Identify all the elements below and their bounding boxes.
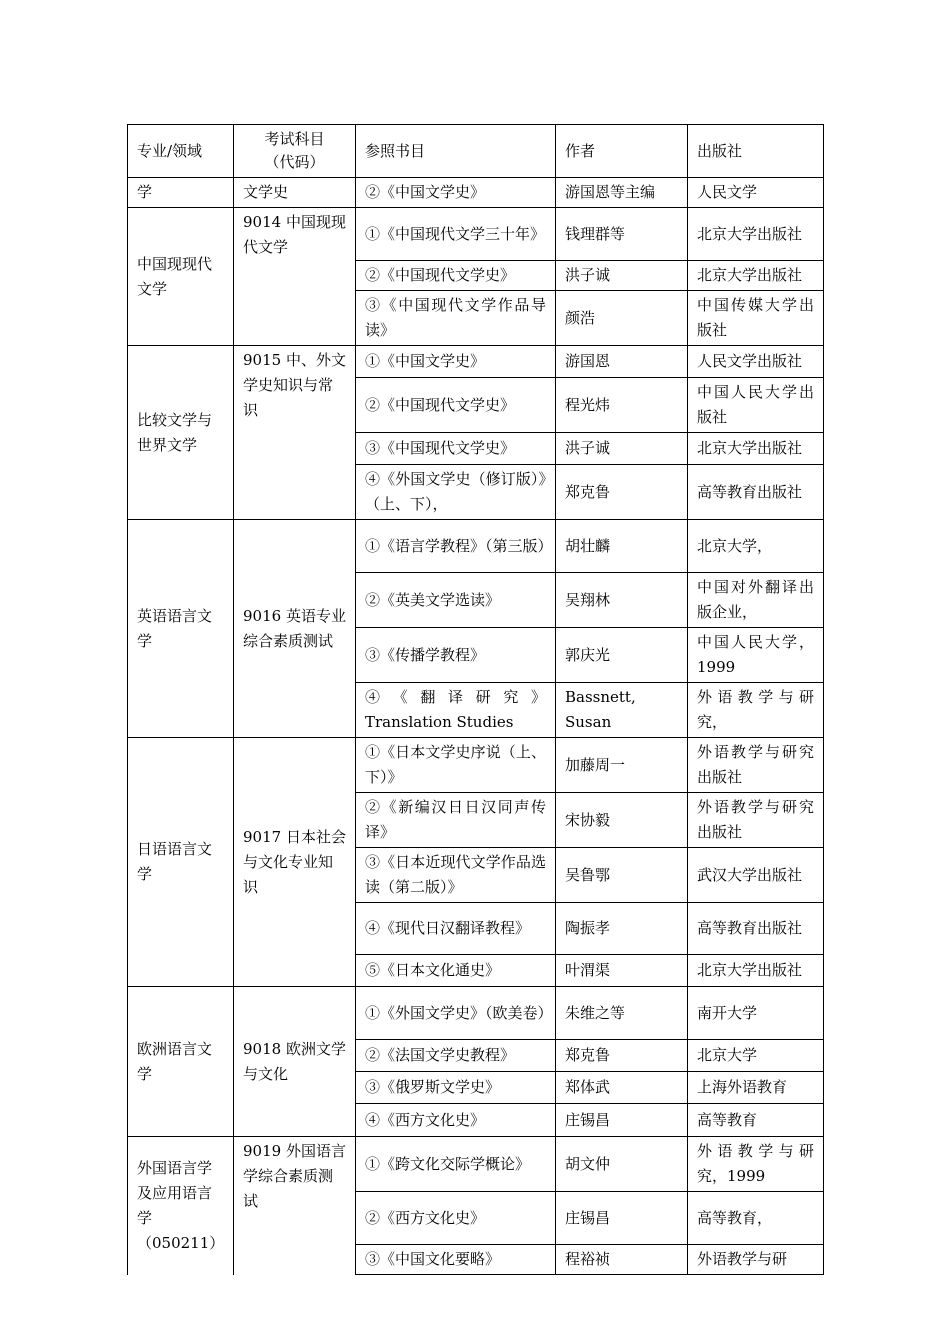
author-cell: Bassnett, Susan: [556, 683, 688, 738]
publisher-cell: 高等教育: [688, 1104, 824, 1137]
author-cell: 吴翔林: [556, 573, 688, 628]
publisher-cell: 人民文学: [688, 178, 824, 208]
publisher-cell: 外语教学与研究，1999: [688, 1137, 824, 1192]
book-cell: ②《新编汉日日汉同声传译》: [356, 793, 556, 848]
publisher-cell: 中国传媒大学出版社: [688, 291, 824, 346]
major-cell: 学: [128, 178, 234, 208]
book-cell: ①《外国文学史》（欧美卷）: [356, 987, 556, 1040]
author-cell: 程光炜: [556, 378, 688, 433]
book-cell: ②《中国文学史》: [356, 178, 556, 208]
book-cell: ⑤《日本文化通史》: [356, 955, 556, 987]
header-publisher: 出版社: [688, 125, 824, 178]
subject-cell: 9015 中、外文学史知识与常识: [234, 346, 356, 520]
book-cell: ②《西方文化史》: [356, 1192, 556, 1245]
publisher-cell: 北京大学出版社: [688, 433, 824, 465]
major-cell: 比较文学与世界文学: [128, 346, 234, 520]
author-cell: 朱维之等: [556, 987, 688, 1040]
publisher-cell: 北京大学出版社: [688, 208, 824, 261]
author-cell: 游国恩等主编: [556, 178, 688, 208]
header-subject: [234, 125, 356, 178]
author-cell: 洪子诚: [556, 261, 688, 291]
publisher-cell: 南开大学: [688, 987, 824, 1040]
publisher-cell: 北京大学出版社: [688, 261, 824, 291]
book-cell: ④《现代日汉翻译教程》: [356, 903, 556, 955]
publisher-cell: 北京大学，: [688, 520, 824, 573]
author-cell: 宋协毅: [556, 793, 688, 848]
author-cell: 吴鲁鄂: [556, 848, 688, 903]
publisher-cell: 外语教学与研究出版社: [688, 738, 824, 793]
publisher-cell: 中国人民大学，1999: [688, 628, 824, 683]
publisher-cell: 武汉大学出版社: [688, 848, 824, 903]
author-cell: 程裕祯: [556, 1245, 688, 1275]
publisher-cell: 上海外语教育: [688, 1072, 824, 1104]
header-major: 专业/领域: [128, 125, 234, 178]
author-cell: 胡壮麟: [556, 520, 688, 573]
book-cell: ④《翻译研究》Translation Studies: [356, 683, 556, 738]
header-author: 作者: [556, 125, 688, 178]
table-row: [128, 178, 824, 208]
publisher-cell: 中国人民大学出版社: [688, 378, 824, 433]
publisher-cell: 人民文学出版社: [688, 346, 824, 378]
author-cell: 郑克鲁: [556, 465, 688, 520]
subject-cell: 文学史: [234, 178, 356, 208]
subject-cell: 9016 英语专业综合素质测试: [234, 520, 356, 738]
header-subject-line1: 考试科目: [264, 130, 325, 148]
author-cell: 庄锡昌: [556, 1104, 688, 1137]
publisher-cell: 高等教育出版社: [688, 465, 824, 520]
book-cell: ①《中国文学史》: [356, 346, 556, 378]
book-cell: ②《英美文学选读》: [356, 573, 556, 628]
book-cell: ①《语言学教程》（第三版）: [356, 520, 556, 573]
book-cell: ①《跨文化交际学概论》: [356, 1137, 556, 1192]
table-row: [128, 1137, 824, 1192]
major-cell: 欧洲语言文学: [128, 987, 234, 1137]
book-cell: ④《西方文化史》: [356, 1104, 556, 1137]
book-cell: ③《中国现代文学史》: [356, 433, 556, 465]
subject-cell: 9014 中国现现代文学: [234, 208, 356, 346]
subject-cell: 9018 欧洲文学与文化: [234, 987, 356, 1137]
author-cell: 郑克鲁: [556, 1040, 688, 1072]
table-row: [128, 987, 824, 1040]
book-cell: ②《中国现代文学史》: [356, 378, 556, 433]
author-cell: 郭庆光: [556, 628, 688, 683]
header-book: 参照书目: [356, 125, 556, 178]
author-cell: 陶振孝: [556, 903, 688, 955]
author-cell: 洪子诚: [556, 433, 688, 465]
major-cell: 中国现现代文学: [128, 208, 234, 346]
book-cell: ①《日本文学史序说（上、下）》: [356, 738, 556, 793]
publisher-cell: 北京大学: [688, 1040, 824, 1072]
book-cell: ④《外国文学史（修订版）》（上、下），: [356, 465, 556, 520]
publisher-cell: 高等教育，: [688, 1192, 824, 1245]
book-cell: ②《中国现代文学史》: [356, 261, 556, 291]
publisher-cell: 外语教学与研: [688, 1245, 824, 1275]
major-cell: 日语语言文学: [128, 738, 234, 987]
table-row: [128, 208, 824, 261]
table-row: [128, 346, 824, 378]
table-row: [128, 738, 824, 793]
publisher-cell: 中国对外翻译出版企业，: [688, 573, 824, 628]
major-cell: 外国语言学及应用语言学（050211）: [128, 1137, 234, 1275]
table-header-row: [128, 125, 824, 178]
book-cell: ③《中国现代文学作品导读》: [356, 291, 556, 346]
table-row: [128, 520, 824, 573]
author-cell: 钱理群等: [556, 208, 688, 261]
author-cell: 郑体武: [556, 1072, 688, 1104]
publisher-cell: 外语教学与研究出版社: [688, 793, 824, 848]
subject-cell: 9017 日本社会与文化专业知识: [234, 738, 356, 987]
header-subject-line2: （代码）: [264, 153, 325, 171]
publisher-cell: 外语教学与研究，: [688, 683, 824, 738]
book-cell: ①《中国现代文学三十年》: [356, 208, 556, 261]
major-cell: 英语语言文学: [128, 520, 234, 738]
book-cell: ③《中国文化要略》: [356, 1245, 556, 1275]
book-cell: ②《法国文学史教程》: [356, 1040, 556, 1072]
author-cell: 叶渭渠: [556, 955, 688, 987]
subject-cell: 9019 外国语言学综合素质测试: [234, 1137, 356, 1275]
book-cell: ③《日本近现代文学作品选读（第二版）》: [356, 848, 556, 903]
publisher-cell: 高等教育出版社: [688, 903, 824, 955]
author-cell: 加藤周一: [556, 738, 688, 793]
reference-books-table: [127, 124, 824, 1275]
book-cell: ③《传播学教程》: [356, 628, 556, 683]
book-cell: ③《俄罗斯文学史》: [356, 1072, 556, 1104]
author-cell: 庄锡昌: [556, 1192, 688, 1245]
publisher-cell: 北京大学出版社: [688, 955, 824, 987]
author-cell: 胡文仲: [556, 1137, 688, 1192]
author-cell: 颜浩: [556, 291, 688, 346]
author-cell: 游国恩: [556, 346, 688, 378]
